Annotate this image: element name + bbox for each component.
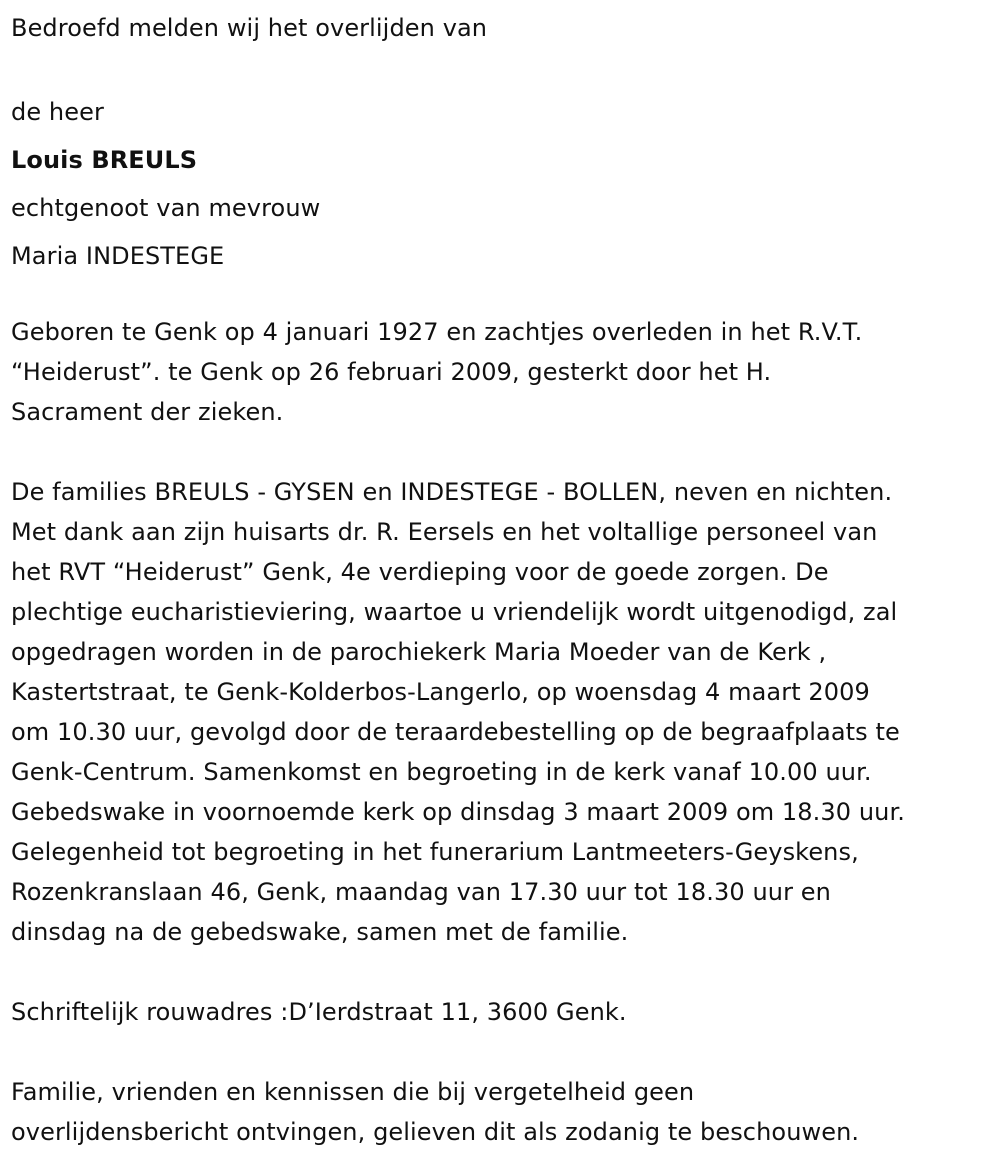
paragraph-line: Gebedswake in voornoemde kerk op dinsdag 3 maart 2009 om 18.30 uur. <box>11 798 905 826</box>
paragraph-line: overlijdensbericht ontvingen, gelieven dit als zodanig te beschouwen. <box>11 1118 860 1146</box>
paragraph-line: plechtige eucharistieviering, waartoe u vriendelijk wordt uitgenodigd, zal <box>11 598 898 626</box>
spacer <box>11 952 991 992</box>
intro-line: Bedroefd melden wij het overlijden van <box>11 14 488 42</box>
birth-death-paragraph <box>11 312 991 432</box>
title-prefix: de heer <box>11 98 104 126</box>
paragraph-line: Genk-Centrum. Samenkomst en begroeting in de kerk vanaf 10.00 uur. <box>11 758 872 786</box>
paragraph-line: het RVT “Heiderust” Genk, 4e verdieping voor de goede zorgen. De <box>11 558 829 586</box>
paragraph-line: om 10.30 uur, gevolgd door de teraardebestelling op de begraafplaats te <box>11 718 900 746</box>
paragraph-line: De families BREULS - GYSEN en INDESTEGE - BOLLEN, neven en nichten. <box>11 478 893 506</box>
paragraph-line: Gelegenheid tot begroeting in het funerarium Lantmeeters-Geyskens, <box>11 838 859 866</box>
spouse-name: Maria INDESTEGE <box>11 242 225 270</box>
obituary-notice <box>11 8 991 1152</box>
spacer <box>11 280 991 312</box>
paragraph-line: “Heiderust”. te Genk op 26 februari 2009, gesterkt door het H. <box>11 358 772 386</box>
paragraph-line: Familie, vrienden en kennissen die bij vergetelheid geen <box>11 1078 695 1106</box>
spouse-label: echtgenoot van mevrouw <box>11 194 321 222</box>
spacer <box>11 1032 991 1072</box>
spacer <box>11 48 991 88</box>
paragraph-line: Kastertstraat, te Genk-Kolderbos-Langerlo, op woensdag 4 maart 2009 <box>11 678 870 706</box>
family-and-ceremony-paragraph <box>11 472 991 952</box>
paragraph-line: Rozenkranslaan 46, Genk, maandag van 17.30 uur tot 18.30 uur en <box>11 878 831 906</box>
paragraph-line: opgedragen worden in de parochiekerk Maria Moeder van de Kerk , <box>11 638 827 666</box>
paragraph-line: dinsdag na de gebedswake, samen met de familie. <box>11 918 629 946</box>
paragraph-line: Geboren te Genk op 4 januari 1927 en zachtjes overleden in het R.V.T. <box>11 318 863 346</box>
paragraph-line: Met dank aan zijn huisarts dr. R. Eersels en het voltallige personeel van <box>11 518 878 546</box>
closing-paragraph <box>11 1072 991 1152</box>
paragraph-line: Sacrament der zieken. <box>11 398 284 426</box>
mourning-address: Schriftelijk rouwadres :D’Ierdstraat 11, 3600 Genk. <box>11 998 627 1026</box>
spacer <box>11 432 991 472</box>
deceased-name: Louis BREULS <box>11 146 198 174</box>
